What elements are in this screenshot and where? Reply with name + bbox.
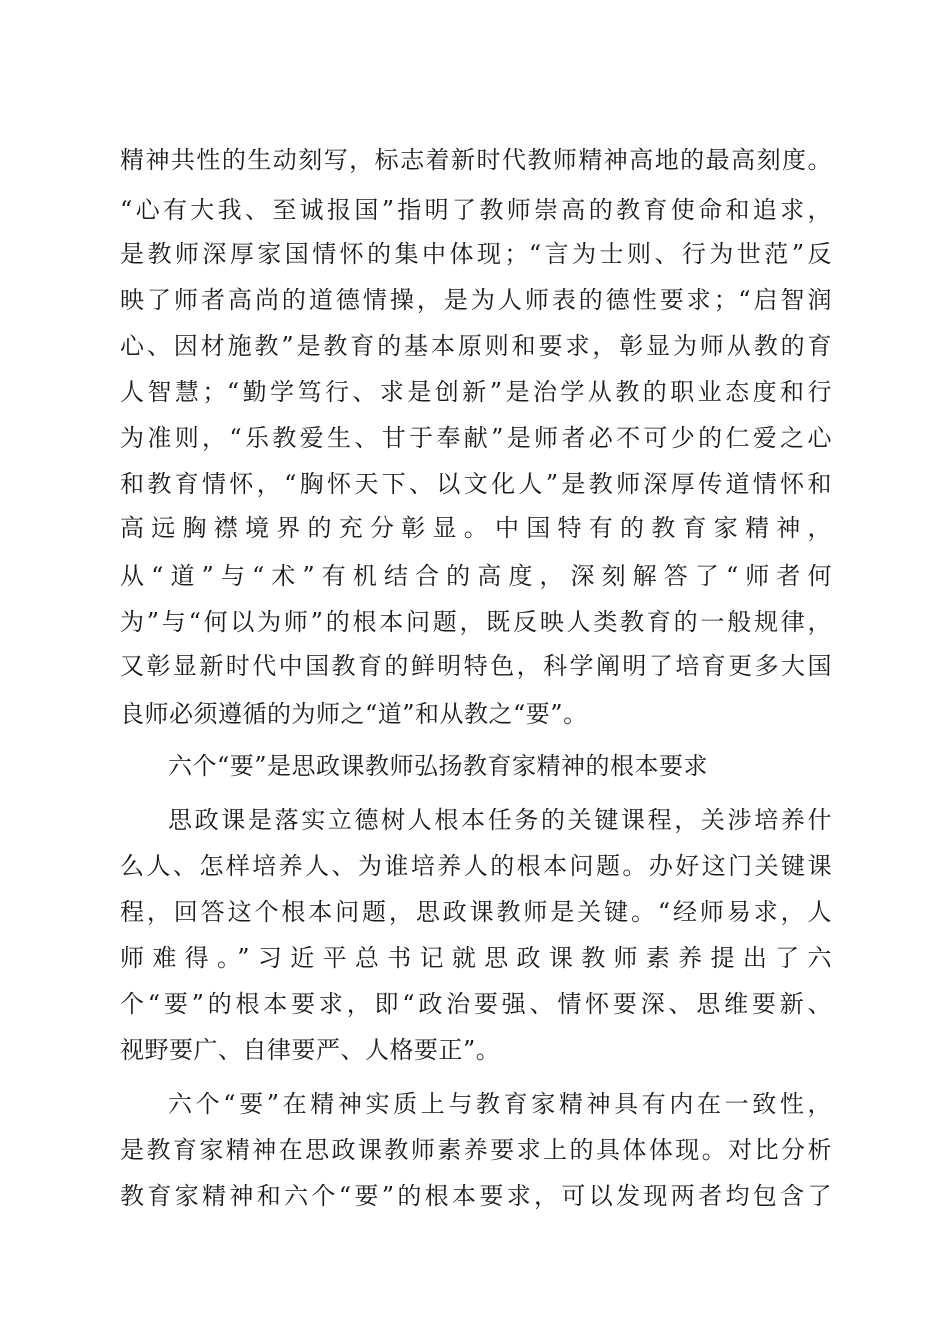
text-line: 教育家精神和六个“要”的根本要求，可以发现两者均包含了 xyxy=(120,1182,832,1210)
text-line: 为”与“何以为师”的根本问题，既反映人类教育的一般规律， xyxy=(120,608,832,636)
text-line: 为准则，“乐教爱生、甘于奉献”是师者必不可少的仁爱之心 xyxy=(120,424,832,452)
section-heading: 六个“要”是思政课教师弘扬教育家精神的根本要求 xyxy=(168,752,709,780)
text-line: 六个“要”在精神实质上与教育家精神具有内在一致性， xyxy=(168,1090,832,1118)
text-line: 是教师深厚家国情怀的集中体现；“言为士则、行为世范”反 xyxy=(120,240,832,268)
text-line: 映了师者高尚的道德情操，是为人师表的德性要求；“启智润 xyxy=(120,286,832,314)
text-line: 是教育家精神在思政课教师素养要求上的具体体现。对比分析 xyxy=(120,1136,832,1164)
text-line: 师难得。”习近平总书记就思政课教师素养提出了六 xyxy=(120,944,832,972)
text-line: 良师必须遵循的为师之“道”和从教之“要”。 xyxy=(120,700,588,728)
text-line: 高远胸襟境界的充分彰显。中国特有的教育家精神， xyxy=(120,514,832,542)
text-line: 思政课是落实立德树人根本任务的关键课程，关涉培养什 xyxy=(168,806,832,834)
text-line: 和教育情怀，“胸怀天下、以文化人”是教师深厚传道情怀和 xyxy=(120,470,832,498)
text-line: 个“要”的根本要求，即“政治要强、情怀要深、思维要新、 xyxy=(120,990,832,1018)
text-line: “心有大我、至诚报国”指明了教师崇高的教育使命和追求， xyxy=(120,196,832,224)
text-line: 又彰显新时代中国教育的鲜明特色，科学阐明了培育更多大国 xyxy=(120,652,832,680)
text-line: 从“道”与“术”有机结合的高度，深刻解答了“师者何 xyxy=(120,562,832,590)
text-line: 视野要广、自律要严、人格要正”。 xyxy=(120,1036,501,1064)
text-line: 么人、怎样培养人、为谁培养人的根本问题。办好这门关键课 xyxy=(120,852,832,880)
text-line: 心、因材施教”是教育的基本原则和要求，彰显为师从教的育 xyxy=(120,332,832,360)
text-line: 程，回答这个根本问题，思政课教师是关键。“经师易求，人 xyxy=(120,898,832,926)
text-line: 精神共性的生动刻写，标志着新时代教师精神高地的最高刻度。 xyxy=(120,146,832,174)
text-line: 人智慧；“勤学笃行、求是创新”是治学从教的职业态度和行 xyxy=(120,378,832,406)
